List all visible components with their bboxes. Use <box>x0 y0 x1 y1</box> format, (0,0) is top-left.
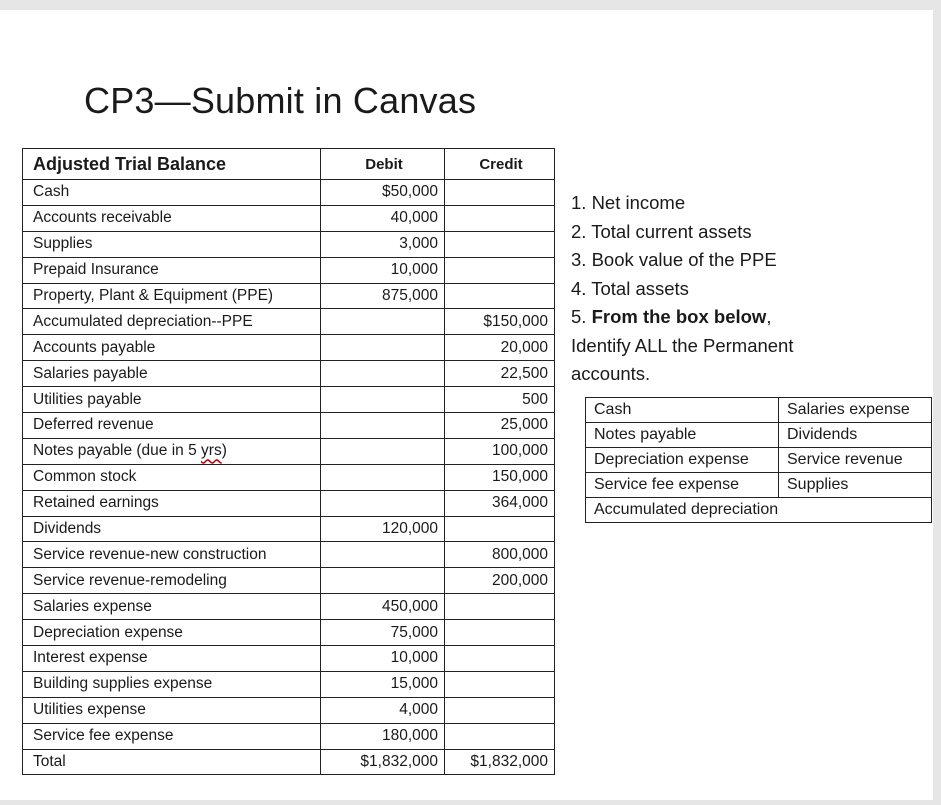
credit-cell <box>445 516 555 542</box>
question-4: 4. Total assets <box>571 277 689 299</box>
account-cell: Retained earnings <box>23 490 321 516</box>
credit-cell <box>445 257 555 283</box>
table-row <box>23 413 555 439</box>
box-row <box>586 423 932 448</box>
box-cell: Salaries expense <box>779 398 932 423</box>
box-cell: Accumulated depreciation <box>586 498 932 523</box>
account-cell: Interest expense <box>23 646 321 672</box>
debit-cell <box>321 413 445 439</box>
table-row <box>23 309 555 335</box>
credit-cell: 364,000 <box>445 490 555 516</box>
question-5-bold: From the box below <box>591 306 767 327</box>
debit-cell: 10,000 <box>321 646 445 672</box>
accounts-box <box>585 397 932 523</box>
box-cell: Service fee expense <box>586 473 779 498</box>
table-row <box>23 723 555 749</box>
box-cell: Supplies <box>779 473 932 498</box>
credit-cell: 100,000 <box>445 438 555 464</box>
table-row <box>23 490 555 516</box>
question-2: 2. Total current assets <box>571 220 752 242</box>
debit-cell <box>321 542 445 568</box>
questions-list <box>571 189 794 389</box>
table-row <box>23 438 555 464</box>
account-text: ) <box>221 442 227 460</box>
credit-cell: $150,000 <box>445 309 555 335</box>
table-row <box>23 568 555 594</box>
header-credit: Credit <box>445 149 555 180</box>
credit-cell <box>445 671 555 697</box>
credit-cell <box>445 594 555 620</box>
table-row <box>23 205 555 231</box>
debit-cell <box>321 568 445 594</box>
debit-cell: 75,000 <box>321 620 445 646</box>
table-row <box>23 516 555 542</box>
table-row <box>23 749 555 775</box>
account-cell: Supplies <box>23 231 321 257</box>
table-row <box>23 231 555 257</box>
table-row <box>23 464 555 490</box>
debit-cell: 15,000 <box>321 671 445 697</box>
table-row <box>23 180 555 206</box>
adjusted-trial-balance-table <box>22 148 555 775</box>
table-row <box>23 671 555 697</box>
question-3: 3. Book value of the PPE <box>571 249 777 270</box>
slide-title: CP3—Submit in Canvas <box>84 80 477 121</box>
credit-cell: 22,500 <box>445 361 555 387</box>
table-row <box>23 646 555 672</box>
debit-cell: $1,832,000 <box>321 749 445 775</box>
account-cell: Prepaid Insurance <box>23 257 321 283</box>
box-row <box>586 498 932 523</box>
debit-cell <box>321 387 445 413</box>
account-cell: Building supplies expense <box>23 671 321 697</box>
debit-cell <box>321 309 445 335</box>
account-cell: Accumulated depreciation--PPE <box>23 309 321 335</box>
table-row <box>23 257 555 283</box>
credit-cell: 200,000 <box>445 568 555 594</box>
credit-cell <box>445 205 555 231</box>
box-row <box>586 473 932 498</box>
credit-cell <box>445 620 555 646</box>
debit-cell: 3,000 <box>321 231 445 257</box>
table-row <box>23 387 555 413</box>
debit-cell <box>321 464 445 490</box>
debit-cell: 40,000 <box>321 205 445 231</box>
account-cell: Total <box>23 749 321 775</box>
debit-cell <box>321 335 445 361</box>
debit-cell <box>321 438 445 464</box>
account-cell: Depreciation expense <box>23 620 321 646</box>
account-cell: Salaries payable <box>23 361 321 387</box>
table-header-row <box>23 149 555 180</box>
account-text: Notes payable (due in 5 <box>33 442 202 460</box>
box-cell: Service revenue <box>779 448 932 473</box>
credit-cell: 800,000 <box>445 542 555 568</box>
account-cell: Service revenue-new construction <box>23 542 321 568</box>
table-row <box>23 361 555 387</box>
account-cell: Deferred revenue <box>23 413 321 439</box>
table-row <box>23 697 555 723</box>
table-row <box>23 542 555 568</box>
debit-cell: 180,000 <box>321 723 445 749</box>
box-cell: Depreciation expense <box>586 448 779 473</box>
debit-cell <box>321 361 445 387</box>
question-5-comma: , <box>766 306 772 327</box>
account-cell: Common stock <box>23 464 321 490</box>
debit-cell: 875,000 <box>321 283 445 309</box>
credit-cell: $1,832,000 <box>445 749 555 775</box>
question-5 <box>571 303 794 332</box>
credit-cell <box>445 723 555 749</box>
table-row <box>23 620 555 646</box>
account-cell: Cash <box>23 180 321 206</box>
credit-cell: 20,000 <box>445 335 555 361</box>
credit-cell: 500 <box>445 387 555 413</box>
box-row <box>586 398 932 423</box>
credit-cell <box>445 231 555 257</box>
question-5-number: 5. <box>571 306 592 327</box>
debit-cell: 450,000 <box>321 594 445 620</box>
credit-cell <box>445 283 555 309</box>
header-debit: Debit <box>321 149 445 180</box>
account-cell: Accounts payable <box>23 335 321 361</box>
account-cell: Service fee expense <box>23 723 321 749</box>
debit-cell: 120,000 <box>321 516 445 542</box>
question-5-line-2: Identify ALL the Permanent <box>571 334 794 356</box>
table-row <box>23 335 555 361</box>
debit-cell: 4,000 <box>321 697 445 723</box>
debit-cell: $50,000 <box>321 180 445 206</box>
debit-cell <box>321 490 445 516</box>
credit-cell: 25,000 <box>445 413 555 439</box>
box-cell: Cash <box>586 398 779 423</box>
account-cell: Property, Plant & Equipment (PPE) <box>23 283 321 309</box>
credit-cell <box>445 646 555 672</box>
account-cell: Accounts receivable <box>23 205 321 231</box>
box-row <box>586 448 932 473</box>
question-5-line-3: accounts. <box>571 363 651 384</box>
account-cell: Dividends <box>23 516 321 542</box>
question-1: 1. Net income <box>571 192 686 213</box>
header-account: Adjusted Trial Balance <box>23 149 321 180</box>
credit-cell <box>445 180 555 206</box>
debit-cell: 10,000 <box>321 257 445 283</box>
account-cell: Service revenue-remodeling <box>23 568 321 594</box>
credit-cell: 150,000 <box>445 464 555 490</box>
account-cell: Utilities payable <box>23 387 321 413</box>
spellcheck-word: yrs <box>201 442 222 460</box>
table-row <box>23 283 555 309</box>
slide <box>0 10 933 800</box>
account-cell: Utilities expense <box>23 697 321 723</box>
table-row <box>23 594 555 620</box>
box-cell: Dividends <box>779 423 932 448</box>
credit-cell <box>445 697 555 723</box>
account-cell <box>23 438 321 464</box>
account-cell: Salaries expense <box>23 594 321 620</box>
box-cell: Notes payable <box>586 423 779 448</box>
